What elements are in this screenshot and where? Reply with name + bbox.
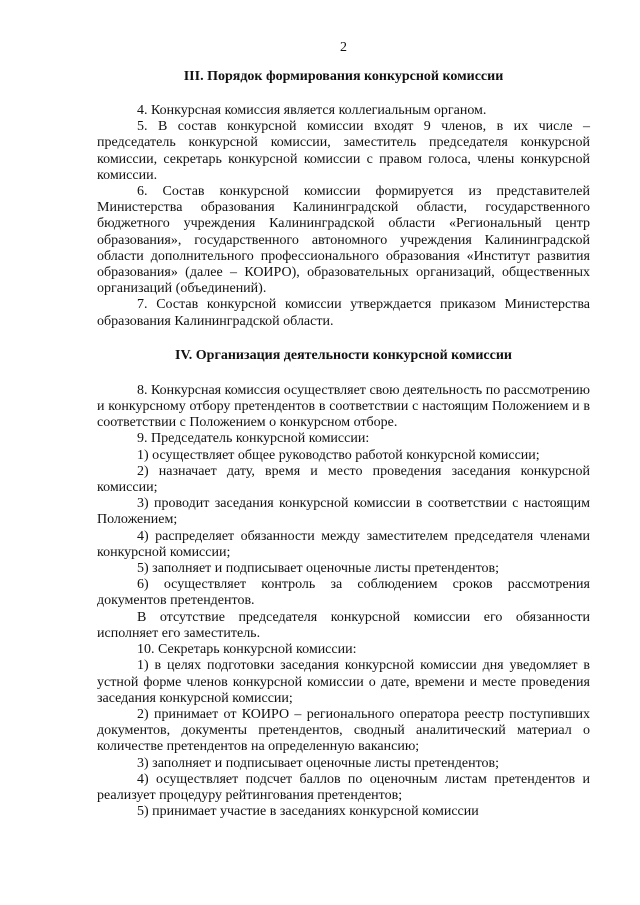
paragraph-9-item-3: 3) проводит заседания конкурсной комиссии в соответствии с настоящим Положением; <box>97 496 590 528</box>
section-4-heading: IV. Организация деятельности конкурсной комиссии <box>175 347 512 363</box>
page-number: 2 <box>340 40 347 55</box>
paragraph-8: 8. Конкурсная комиссия осуществляет свою деятельность по рассмотрению и конкурсному отбору претендентов в соответствии с настоящим Положением и в соответствии с Положением о конкурсном отборе. <box>97 382 590 431</box>
section-3-body <box>97 103 590 330</box>
paragraph-10-item-2: 2) принимает от КОИРО – регионального оператора реестр поступивших документов, документы претендентов, сводный аналитический материал о количестве претендентов на определенную вакансию; <box>97 706 590 755</box>
paragraph-7: 7. Состав конкурсной комиссии утверждается приказом Министерства образования Калининградской области. <box>97 297 590 329</box>
paragraph-9-item-6: 6) осуществляет контроль за соблюдением сроков рассмотрения документов претендентов. <box>97 577 590 609</box>
paragraph-5: 5. В состав конкурсной комиссии входят 9 членов, в их числе – председатель конкурсной комиссии, заместитель председателя конкурсной комиссии, секретарь конкурсной комиссии с правом голоса, члены конкурсной комиссии. <box>97 119 590 183</box>
paragraph-9: 9. Председатель конкурсной комиссии: <box>137 431 370 447</box>
section-3-heading: III. Порядок формирования конкурсной комиссии <box>183 69 504 84</box>
paragraph-9-item-4: 4) распределяет обязанности между заместителем председателя членами конкурсной комиссии; <box>97 528 590 560</box>
paragraph-10-item-5: 5) принимает участие в заседаниях конкурсной комиссии <box>137 804 479 820</box>
paragraph-9-item-1: 1) осуществляет общее руководство работой конкурсной комиссии; <box>137 447 540 463</box>
paragraph-4: 4. Конкурсная комиссия является коллегиальным органом. <box>137 103 487 118</box>
paragraph-10-item-1: 1) в целях подготовки заседания конкурсной комиссии дня уведомляет в устной форме членов конкурсной комиссии о дате, времени и месте проведения заседания конкурсной комиссии; <box>97 658 590 706</box>
paragraph-10: 10. Секретарь конкурсной комиссии: <box>137 642 357 658</box>
paragraph-6: 6. Состав конкурсной комиссии формируется из представителей Министерства образования Калининградской области, государственного бюджетного учреждения Калининградской области «Региональный центр образования», государственного автономного учреждения Калининградской области дополнительного профессионального образования «Институт развития образования» (далее – КОИРО), образовательных организаций, общественных организаций (объединений). <box>97 184 590 297</box>
paragraph-9-note: В отсутствие председателя конкурсной комиссии его обязанности исполняет его заместитель. <box>97 609 590 641</box>
paragraph-9-item-2: 2) назначает дату, время и место проведения заседания конкурсной комиссии; <box>97 463 590 496</box>
paragraph-9-item-5: 5) заполняет и подписывает оценочные листы претендентов; <box>137 561 500 577</box>
paragraph-10-item-4: 4) осуществляет подсчет баллов по оценочным листам претендентов и реализует процедуру рейтингования претендентов; <box>97 771 590 803</box>
section-4-body <box>97 383 590 820</box>
paragraph-10-item-3: 3) заполняет и подписывает оценочные листы претендентов; <box>137 755 500 771</box>
